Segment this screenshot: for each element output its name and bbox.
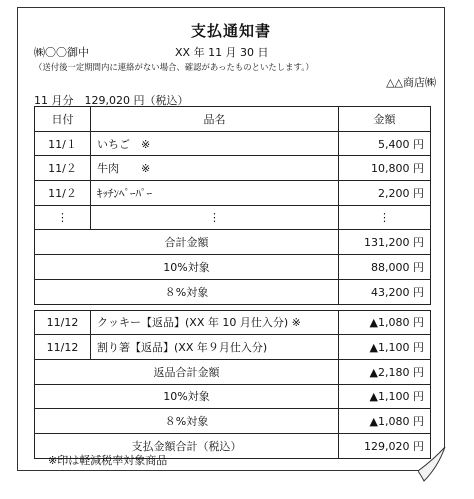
header-item: 品名: [91, 107, 339, 132]
return-amount: ▲1,100 円: [339, 335, 431, 360]
table-row: [35, 156, 431, 181]
returns-rate8-amount: ▲1,080 円: [339, 409, 431, 434]
ellipsis-date: ⋮: [35, 205, 91, 230]
row-item: ｷｯﾁﾝﾍﾟｰﾊﾟｰ: [91, 181, 339, 206]
rate10-label: 10%対象: [35, 255, 339, 280]
rate8-row: [35, 279, 431, 304]
monthly-total: 11 月分 129,020 円（税込）: [34, 94, 189, 107]
returns-total-amount: ▲2,180 円: [339, 359, 431, 384]
addressee: ㈱〇〇御中: [34, 46, 89, 59]
payment-notice-document: [17, 7, 445, 471]
row-amount: 5,400 円: [339, 131, 431, 156]
grand-total-label: 支払金額合計（税込）: [35, 433, 339, 458]
return-item: クッキー【返品】(XX 年 10 月仕入分) ※: [91, 310, 339, 335]
return-item: 割り箸【返品】(XX 年９月仕入分): [91, 335, 339, 360]
returns-rate8-row: [35, 409, 431, 434]
return-row: [35, 335, 431, 360]
return-amount: ▲1,080 円: [339, 310, 431, 335]
grand-total-amount: 129,020 円: [339, 433, 431, 458]
rate8-label: ８%対象: [35, 279, 339, 304]
header-date: 日付: [35, 107, 91, 132]
document-title: 支払通知書: [190, 22, 271, 40]
row-amount: 10,800 円: [339, 156, 431, 181]
header-amount: 金額: [339, 107, 431, 132]
returns-total-label: 返品合計金額: [35, 359, 339, 384]
return-row: [35, 310, 431, 335]
returns-rate10-amount: ▲1,100 円: [339, 384, 431, 409]
page-curl-corner: [418, 447, 446, 483]
payment-table: [34, 106, 431, 459]
subtotal-amount: 131,200 円: [339, 230, 431, 255]
table-row-ellipsis: [35, 205, 431, 230]
returns-rate8-label: ８%対象: [35, 409, 339, 434]
returns-rate10-label: 10%対象: [35, 384, 339, 409]
footnote: ※印は軽減税率対象商品: [48, 454, 168, 467]
subtotal-row: [35, 230, 431, 255]
row-date: 11/２: [35, 156, 91, 181]
issuer-name: △△商店㈱: [386, 76, 436, 89]
ellipsis-amount: ⋮: [339, 205, 431, 230]
row-amount: 2,200 円: [339, 181, 431, 206]
rate8-amount: 43,200 円: [339, 279, 431, 304]
row-item: 牛肉 ※: [91, 156, 339, 181]
return-date: 11/12: [35, 335, 91, 360]
table-row: [35, 131, 431, 156]
return-date: 11/12: [35, 310, 91, 335]
row-item: いちご ※: [91, 131, 339, 156]
ellipsis-item: ⋮: [91, 205, 339, 230]
subtotal-label: 合計金額: [35, 230, 339, 255]
table-header-row: [35, 107, 431, 132]
returns-rate10-row: [35, 384, 431, 409]
rate10-amount: 88,000 円: [339, 255, 431, 280]
issue-date: XX 年 11 月 30 日: [175, 46, 269, 59]
row-date: 11/１: [35, 131, 91, 156]
returns-total-row: [35, 359, 431, 384]
rate10-row: [35, 255, 431, 280]
confirmation-note: （送付後一定期間内に連絡がない場合、確認があったものといたします。）: [34, 62, 314, 72]
table-row: [35, 181, 431, 206]
row-date: 11/２: [35, 181, 91, 206]
